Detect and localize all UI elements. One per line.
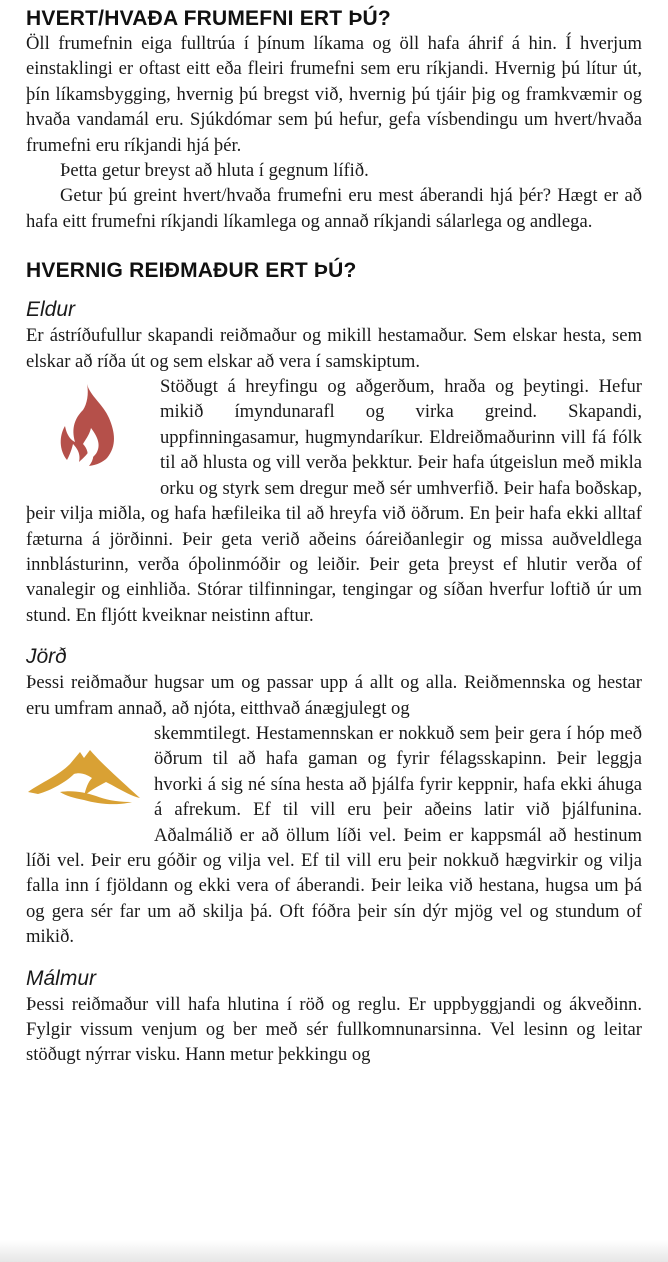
paragraph-eldur-body: Stöðugt á hreyfingu og aðgerðum, hraða og þeytingi. Hefur mikið ímyndunarafl og virka greind. Skapandi, uppfinningasamur, hugmyndaríkur. Eldreiðmaðurinn vill fá fólk til að hlusta og vill verða þekktur. Þeir hafa útgeislun með mikla orku og styrk sem dregur með sér umhverfið. Þeir hafa boðskap, þeir vilja miðla, og hafa hæfileika til að hreyfa við öðrum. En þeir hafa ekki alltaf fæturna á jörðinni. Þeir geta verið aðeins óáreiðanlegir og missa auðveldlega innblásturinn, verða óþolinmóðir og leiðir. Þeir geta þreyst ef hlutir verða of vanalegir og einhliða. Stórar tilfinningar, tengingar og síðan hverfur loftið úr um stund. En fljótt kveiknar neistinn aftur.	[26, 376, 642, 626]
paragraph-jord-intro: Þessi reiðmaður hugsar um og passar upp á allt og alla. Reiðmennska og hestar eru umfram annað, að njóta, eitthvað ánægjulegt og	[26, 672, 642, 719]
paragraph-question: Getur þú greint hvert/hvaða frumefni eru mest áberandi hjá þér? Hægt er að hafa eitt frumefni ríkjandi líkamlega og annað ríkjandi sálarlega og andlega.	[26, 185, 642, 232]
mountain-icon	[26, 723, 146, 825]
mountain-icon-graphic	[26, 742, 142, 806]
fire-icon-graphic	[57, 382, 121, 466]
fire-icon	[26, 376, 152, 478]
paragraph-elements-intro: Öll frumefnin eiga fulltrúa í þínum líkama og öll hafa áhrif á hin. Í hverjum einstaklingi er oftast eitt eða fleiri frumefni sem eru ríkjandi. Hvernig þú lítur út, þín líkamsbygging, hvernig þú bregst við, hvernig þú tjáir þig og framkvæmir og hvaða vandamál eru. Sjúkdómar sem þú hefur, gefa vísbendingu um hvert/hvaða frumefni eru ríkjandi hjá þér.	[26, 33, 642, 156]
section-heading-rider: HVERNIG REIÐMAÐUR ERT ÞÚ?	[26, 259, 357, 283]
paragraph-jord-body: skemmtilegt. Hestamennskan er nokkuð sem þeir gera í hóp með öðrum til að hafa gaman og fyrir félagsskapinn. Þeir leggja hvorki á sig né sína hesta að þjálfa fyrir keppnir, hafa ekki áhuga á afrekum. Ef til vill eru þeir aðeins latir við þjálfunina. Aðalmálið er að öllum líði vel. Þeim er kappsmál að hestinum líði vel. Þeir eru góðir og vilja vel. Ef til vill eru þeir nokkuð hægvirkir og vilja falla inn í fjöldann og ekki vera of áberandi. Þeir leika við hestana, hugsa um þá og gera sér far um að skilja þá. Oft fóðra þeir sín dýr mjög vel og stundum of mikið.	[26, 722, 642, 948]
paragraph-eldur-intro: Er ástríðufullur skapandi reiðmaður og mikill hestamaður. Sem elskar hesta, sem elskar að ríða út og sem elskar að vera í samskiptum.	[26, 325, 642, 372]
paragraph-malmur-body: Þessi reiðmaður vill hafa hlutina í röð og reglu. Er uppbyggjandi og ákveðinn. Fylgir vissum venjum og ber með sér fullkomnunarsinna. Vel lesinn og leitar stöðugt nýrrar visku. Hann metur þekkingu og	[26, 993, 642, 1066]
subheading-jord: Jörð	[26, 645, 67, 669]
paragraph-change: Þetta getur breyst að hluta í gegnum lífið.	[60, 160, 369, 182]
section-heading-element: HVERT/HVAÐA FRUMEFNI ERT ÞÚ?	[26, 7, 391, 30]
subheading-eldur: Eldur	[26, 298, 76, 322]
subheading-malmur: Málmur	[26, 966, 97, 990]
